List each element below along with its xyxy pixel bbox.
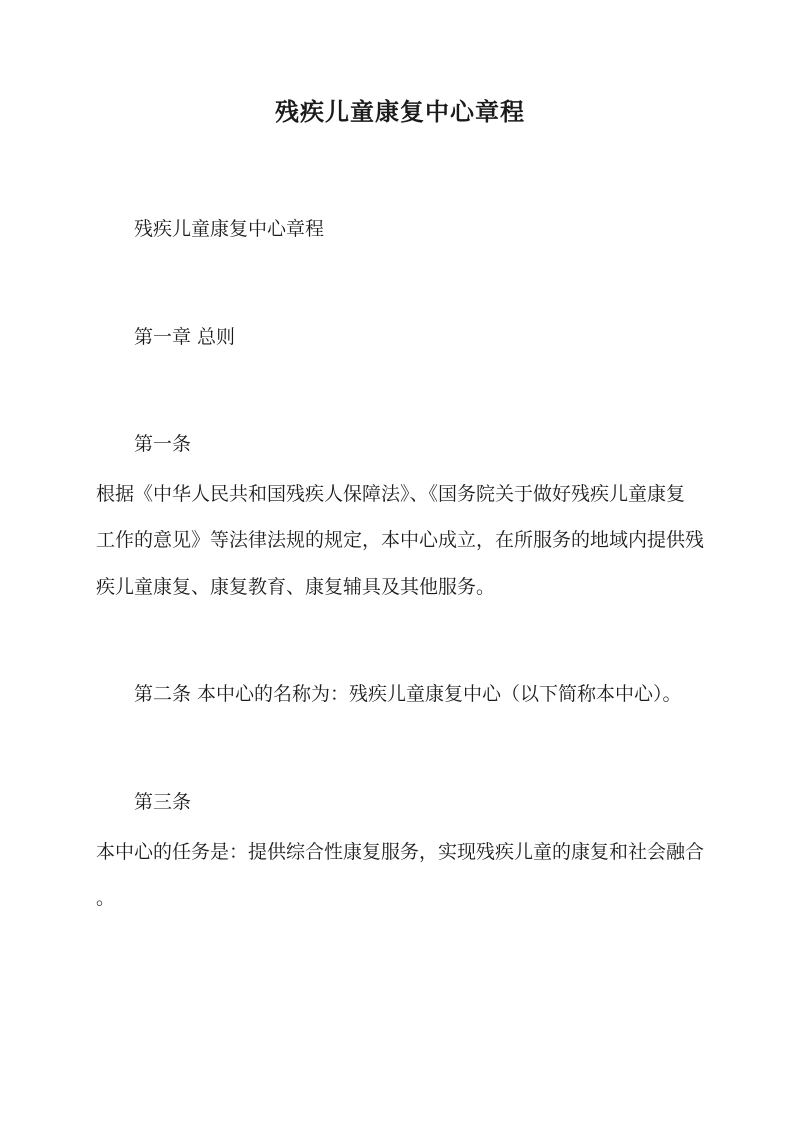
- article-3-line-1: 本中心的任务是：提供综合性康复服务，实现残疾儿童的康复和社会融合: [96, 841, 705, 863]
- article-3-heading: 第三条: [134, 791, 192, 813]
- document-title: 残疾儿童康复中心章程: [275, 97, 525, 126]
- article-1-line-1: 根据《中华人民共和国残疾人保障法》、《国务院关于做好残疾儿童康复: [96, 483, 686, 505]
- article-3-line-2: 。: [96, 887, 116, 909]
- chapter-1-heading: 第一章 总则: [134, 326, 236, 348]
- article-1-line-2: 工作的意见》等法律法规的规定，本中心成立，在所服务的地域内提供残: [96, 529, 705, 551]
- article-2-text: 第二条 本中心的名称为：残疾儿童康复中心（以下简称本中心）。: [134, 683, 682, 705]
- article-1-line-3: 疾儿童康复、康复教育、康复辅具及其他服务。: [96, 576, 496, 598]
- document-subtitle: 残疾儿童康复中心章程: [134, 218, 325, 240]
- article-1-heading: 第一条: [134, 433, 192, 455]
